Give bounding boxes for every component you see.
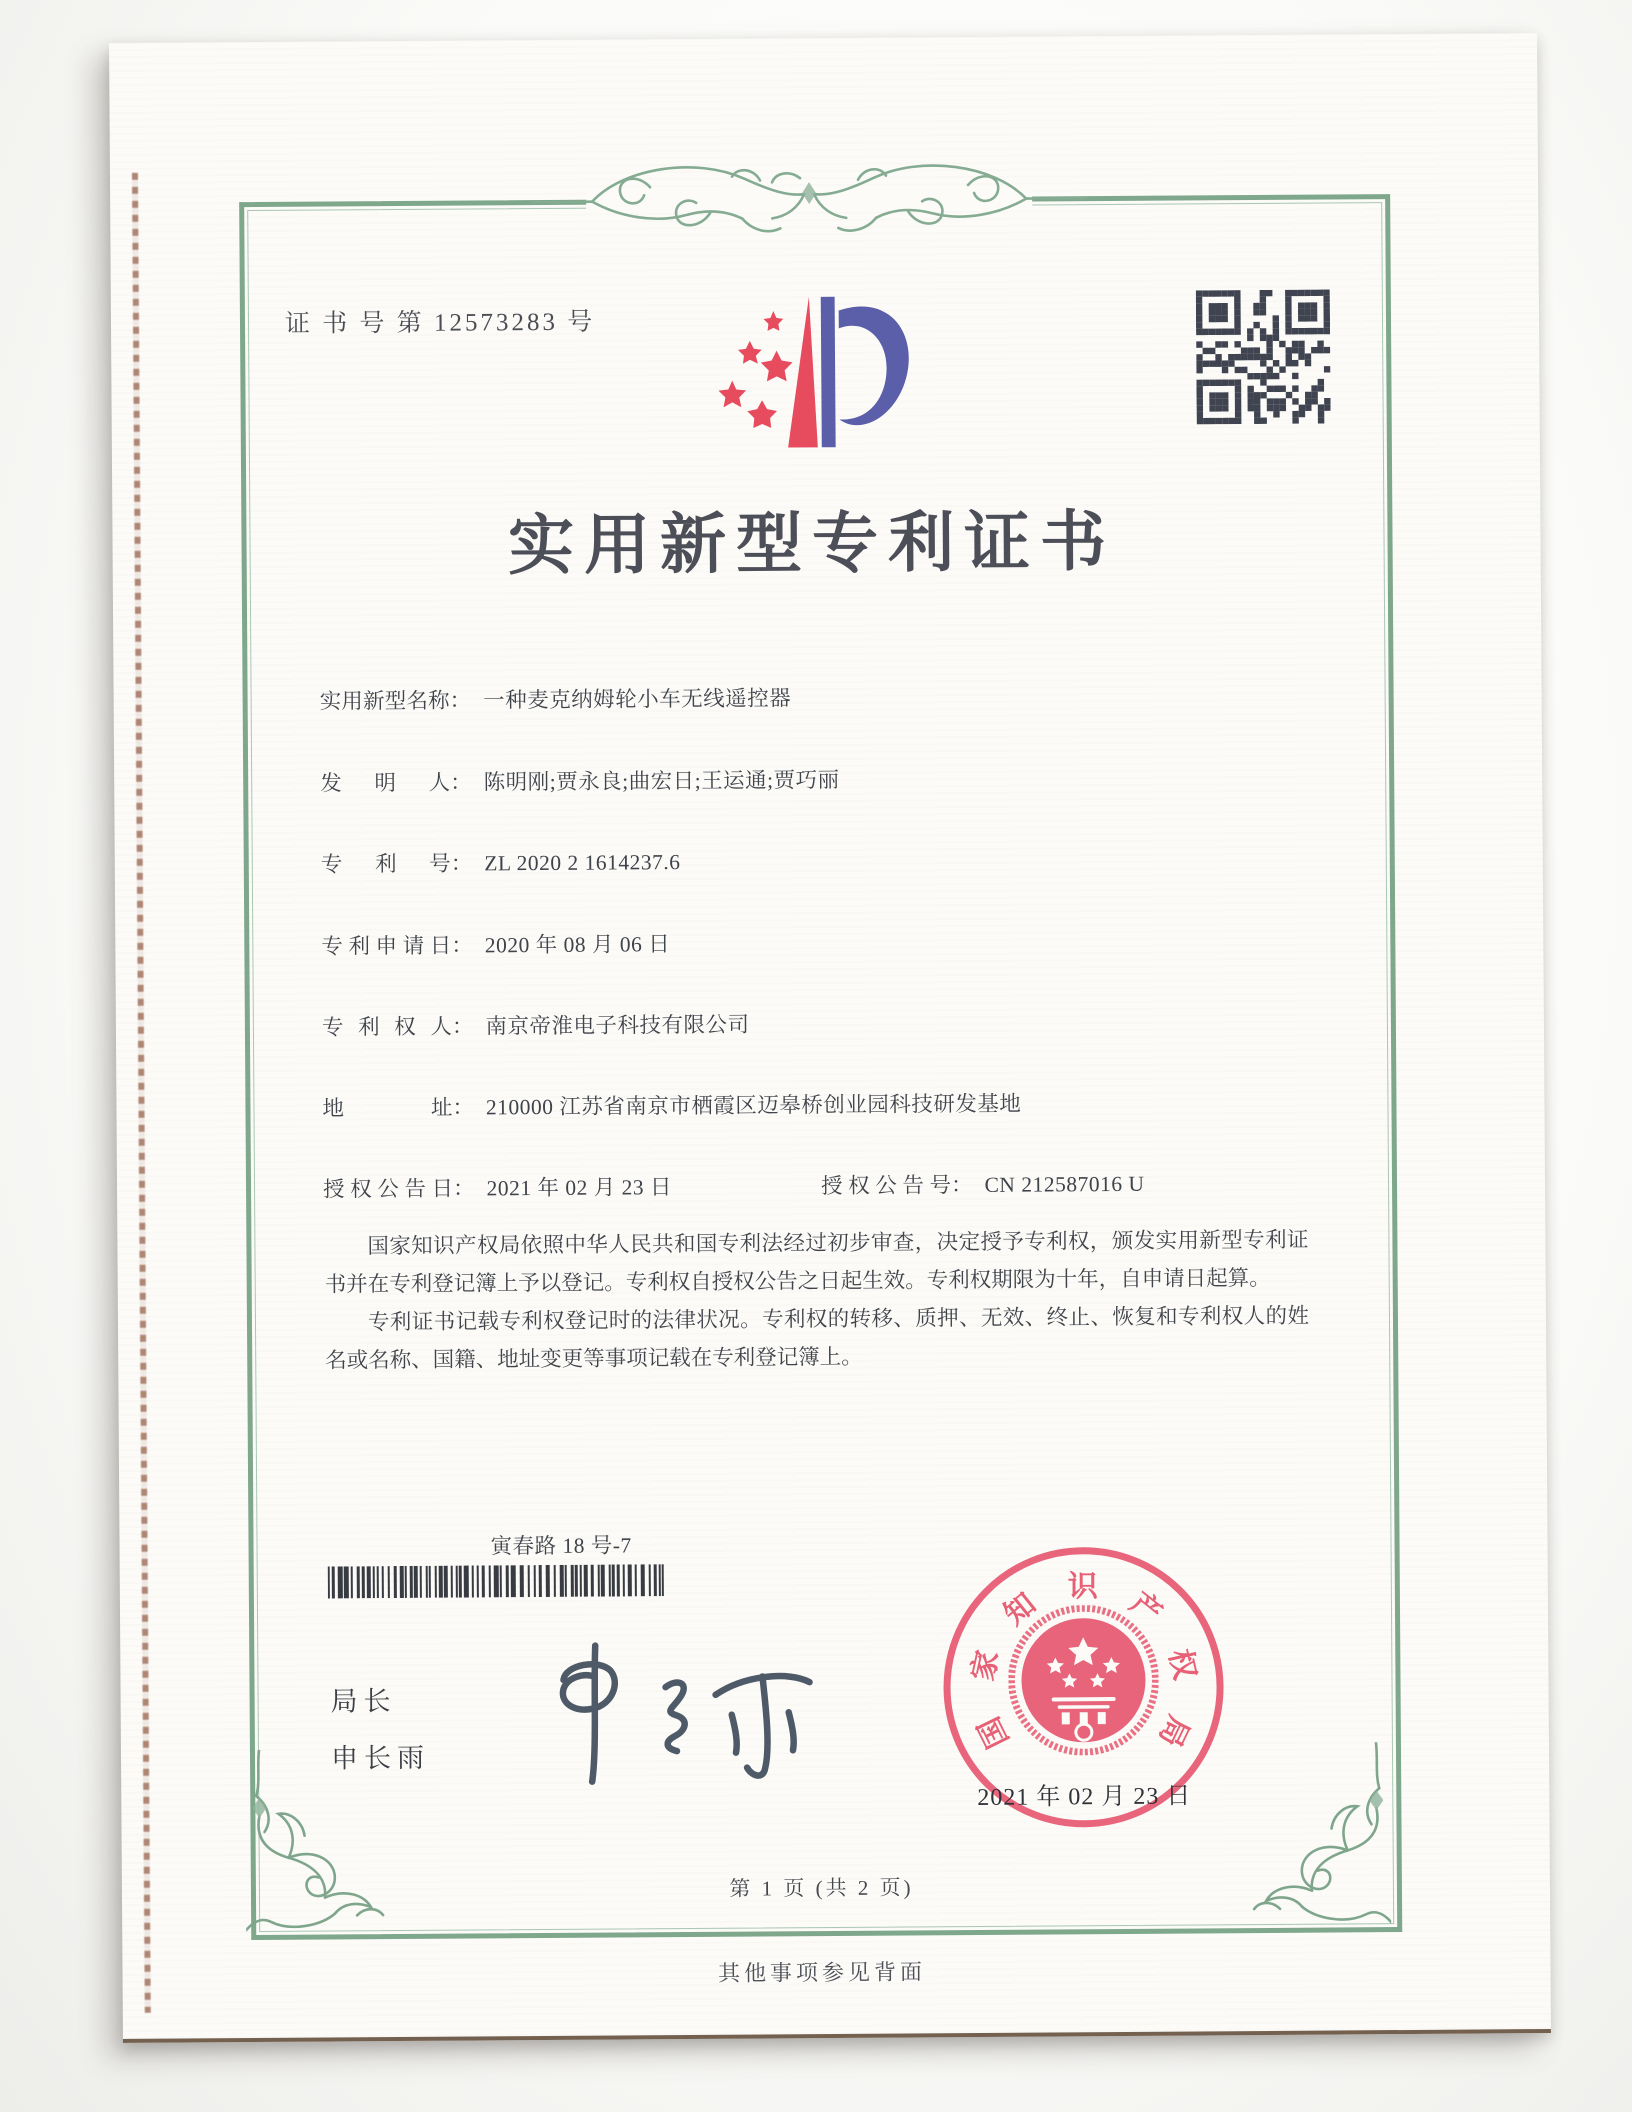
seal-text-char: 识	[1067, 1570, 1099, 1604]
field-value: 南京帝淮电子科技有限公司	[485, 1012, 750, 1039]
grant-no-value: CN 212587016 U	[984, 1171, 1145, 1197]
field-row-inventors	[320, 763, 840, 798]
field-value: 陈明刚;贾永良;曲宏日;王运通;贾巧丽	[483, 767, 840, 795]
handwritten-signature-icon	[535, 1634, 836, 1796]
field-value-line2: 寅春路 18 号-7	[490, 1533, 632, 1559]
field-label: 实用新型名称	[319, 688, 450, 714]
field-colon: ：	[450, 851, 473, 876]
field-value: 一种麦克纳姆轮小车无线遥控器	[483, 686, 792, 713]
field-colon: ：	[452, 1095, 475, 1120]
field-colon: ：	[950, 1173, 973, 1198]
national-emblem-icon	[1008, 1605, 1159, 1756]
paragraph-register-statement: 专利证书记载专利权登记时的法律状况。专利权的转移、质押、无效、终止、恢复和专利权人的姓名或名称、国籍、地址变更等事项记载在专利登记簿上。	[325, 1303, 1310, 1373]
field-value: 2020 年 08 月 06 日	[484, 932, 671, 958]
seal-text-char: 局	[1152, 1710, 1196, 1752]
seal-text-char: 家	[966, 1647, 1005, 1684]
field-colon: ：	[450, 770, 472, 795]
signer-title: 局长	[330, 1686, 397, 1717]
signer-block	[330, 1679, 430, 1794]
field-colon: ：	[449, 688, 472, 713]
signer-name: 申长雨	[330, 1742, 431, 1774]
field-label: 授权公告号	[820, 1173, 952, 1199]
top-scroll-ornament-icon	[528, 142, 1091, 258]
cnipa-logo-icon	[714, 287, 913, 460]
certificate-title: 实用新型专利证书	[507, 505, 1117, 584]
field-row-patentee	[322, 1008, 750, 1042]
field-label: 授权公告日	[322, 1176, 454, 1202]
certificate-paper	[109, 33, 1551, 2043]
field-value: ZL 2020 2 1614237.6	[484, 850, 681, 876]
seal-text-char: 知	[998, 1586, 1043, 1632]
seal-date: 2021 年 02 月 23 日	[977, 1783, 1192, 1811]
barcode-icon	[328, 1564, 670, 1598]
field-label: 发明人	[320, 770, 451, 796]
field-label: 专利权人	[321, 1014, 452, 1040]
field-label: 专利申请日	[321, 933, 452, 959]
field-colon: ：	[451, 933, 473, 958]
seal-text-char: 产	[1123, 1586, 1168, 1631]
field-label: 地址	[322, 1095, 453, 1121]
paper-security-edge	[132, 173, 151, 2013]
field-colon: ：	[452, 1176, 475, 1201]
qr-code-icon	[1196, 289, 1331, 424]
footer-note: 其他事项参见背面	[717, 1959, 927, 1986]
grant-no-pair	[821, 1167, 1145, 1200]
seal-text-char: 国	[972, 1711, 1015, 1753]
seal-text-char: 权	[1162, 1646, 1201, 1684]
certificate-number: 证 书 号 第 12573283 号	[284, 308, 596, 338]
field-colon: ：	[451, 1014, 474, 1039]
paragraph-grant-statement: 国家知识产权局依照中华人民共和国专利法经过初步审查，决定授予专利权，颁发实用新型专利证书并在专利登记簿上予以登记。专利权自授权公告之日起生效。专利权期限为十年，自申请日起算。	[324, 1227, 1309, 1297]
field-row-name	[320, 681, 792, 715]
field-value: 210000 江苏省南京市栖霞区迈皋桥创业园科技研发基地	[485, 1091, 1022, 1120]
field-label: 专利号	[320, 851, 451, 877]
legal-paragraphs	[324, 1221, 1309, 1380]
field-row-filing-date	[321, 927, 670, 960]
grant-date-value: 2021 年 02 月 23 日	[486, 1175, 673, 1201]
field-row-patent-no	[321, 845, 681, 879]
page-number: 第 1 页 (共 2 页)	[729, 1875, 914, 1901]
